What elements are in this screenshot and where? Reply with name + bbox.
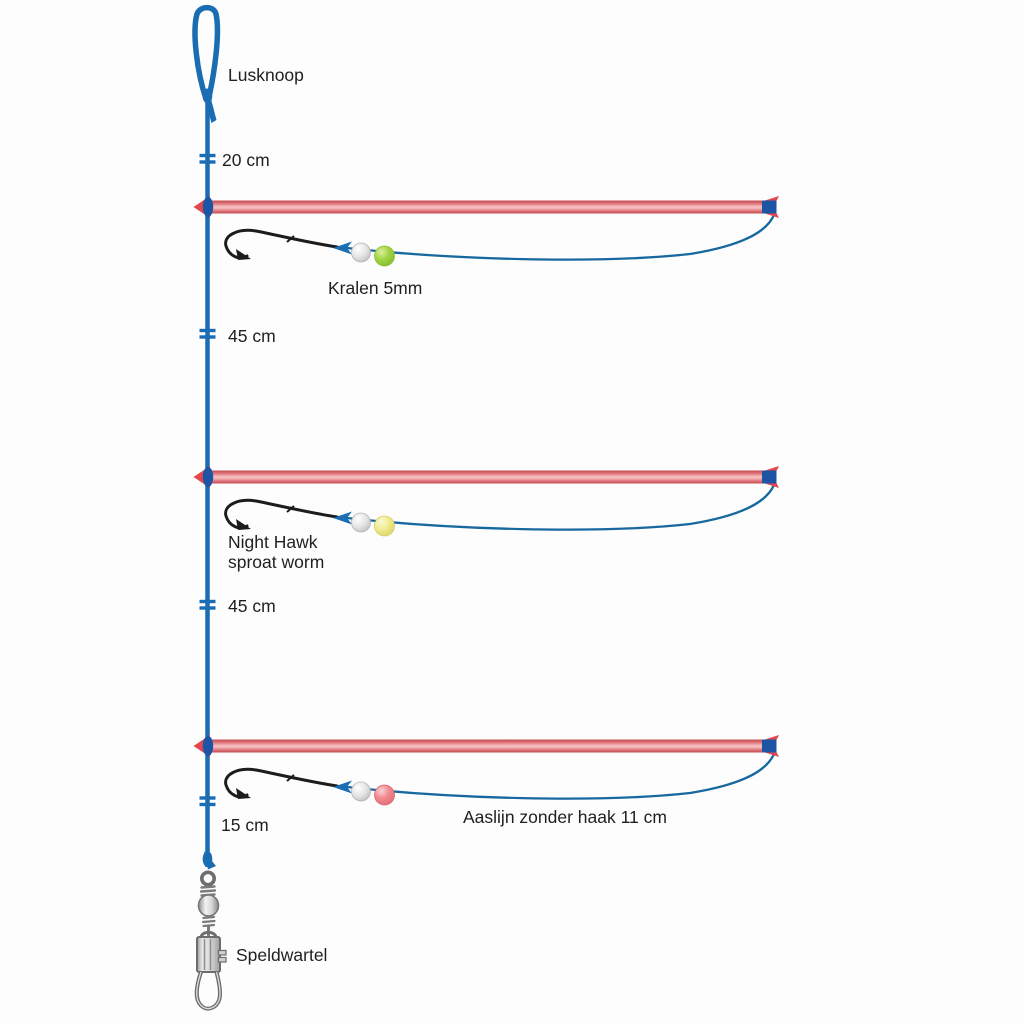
swivel-coil-top [201, 887, 215, 896]
bead-pink [375, 785, 395, 805]
boom-1 [194, 196, 780, 266]
label-hook-type-line-1: Night Hawk [228, 532, 318, 552]
hook [226, 500, 337, 530]
label-distance-mid-2: 45 cm [228, 596, 276, 616]
swivel-eye-ring [202, 872, 214, 884]
snap-latch-tab [219, 951, 227, 956]
boom-junction-bead [203, 197, 213, 217]
boom-tube [210, 201, 766, 214]
snood-line [338, 754, 774, 799]
swivel-coil-bottom [203, 917, 215, 926]
bead-yellow [375, 516, 395, 536]
swivel-snap [197, 851, 226, 1009]
snap-latch-tab [219, 958, 227, 963]
label-loop-knot: Lusknoop [228, 65, 304, 85]
label-distance-bottom: 15 cm [221, 815, 269, 835]
swivel-barrel [199, 895, 219, 916]
label-hook-type-line-2: sproat worm [228, 552, 325, 572]
bead-green [375, 246, 395, 266]
label-swivel: Speldwartel [236, 945, 328, 965]
boom-junction-bead [203, 736, 213, 756]
label-distance-top: 20 cm [222, 150, 270, 170]
snood-line [338, 485, 774, 530]
boom-2 [194, 466, 780, 536]
hook [226, 769, 337, 799]
boom-end-stop [762, 471, 777, 484]
bead-white [352, 782, 371, 801]
snap-body [197, 937, 220, 972]
boom-junction-bead [203, 467, 213, 487]
boom-end-stop [762, 740, 777, 753]
boom-end-stop [762, 201, 777, 214]
hook [226, 230, 337, 260]
label-bait-line: Aaslijn zonder haak 11 cm [463, 807, 667, 827]
label-beads: Kralen 5mm [328, 278, 423, 298]
boom-3 [194, 735, 780, 805]
boom-tube [210, 471, 766, 484]
label-distance-mid-1: 45 cm [228, 326, 276, 346]
snap-bottom-loop [197, 972, 220, 1009]
snood-line [338, 215, 774, 260]
boom-tube [210, 740, 766, 753]
bead-white [352, 243, 371, 262]
bead-white [352, 513, 371, 532]
